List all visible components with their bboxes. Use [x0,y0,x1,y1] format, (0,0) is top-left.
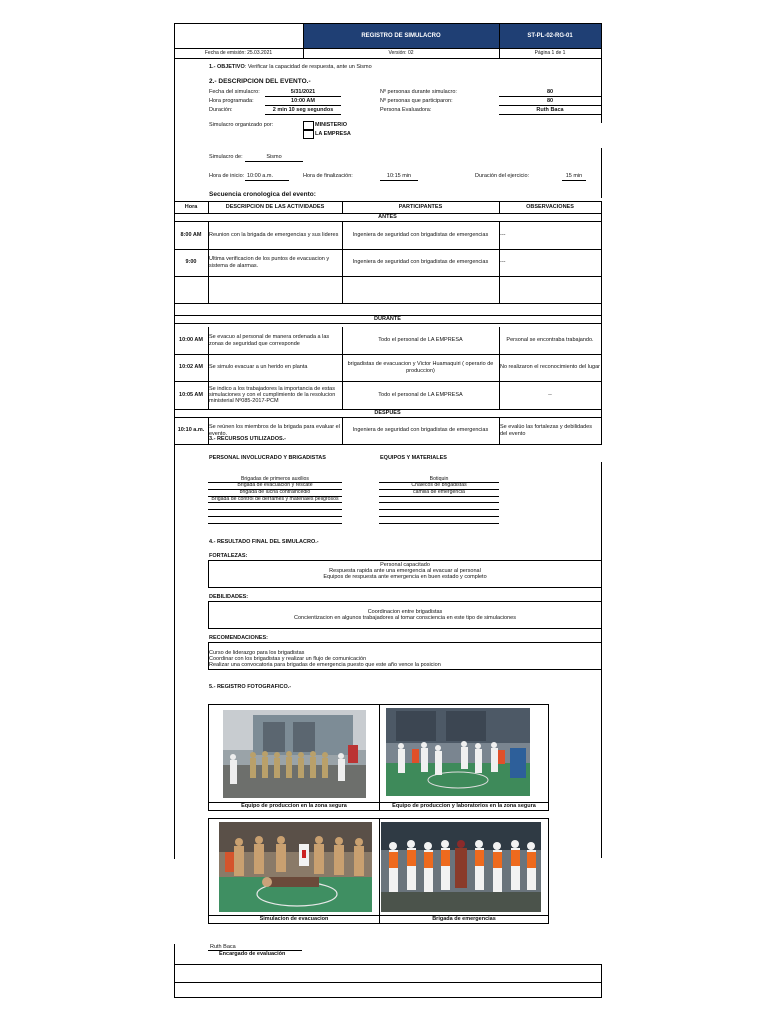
photo-caption-3: Simulacion de evacuacion [259,916,329,923]
document-title: REGISTRO DE SIMULACRO [361,32,441,39]
simulacro-de-value: Sismo [266,154,282,160]
photo-brigada-emergencias [381,822,541,912]
row-observaciones: Personal se encontraba trabajando. [506,337,594,344]
row-participantes: Todo el personal de LA EMPRESA [378,391,463,398]
document-code: ST-PL-02-RG-01 [527,32,573,39]
objetivo [209,64,372,70]
row-participantes: Ingeniera de seguridad con brigadistas de emergencias [352,231,489,238]
simulacro-de-label: Simulacro de: [209,154,243,160]
personas-participaron-value: 80 [546,98,554,104]
duracion-value: 2 min 10 seg segundos [272,107,334,113]
personal-title: PERSONAL INVOLUCRADO Y BRIGADISTAS [209,455,326,461]
row-observaciones: --- [500,231,506,238]
personas-durante-value: 80 [546,89,554,95]
evaluadora-value: Ruth Baca [536,107,564,113]
registro-title: 5.- REGISTRO FOTOGRAFICO.- [209,684,292,690]
recomendaciones-label: RECOMENDACIONES: [209,635,268,641]
row-participantes: Ingeniera de seguridad con brigadistas de emergencias [352,427,489,434]
row-hora: 10:02 AM [179,364,203,371]
row-hora: 8:00 AM [180,231,202,238]
hora-fin-label: Hora de finalización: [303,173,353,179]
row-descripcion: Se simulo evacuar a un herido en planta [209,364,308,371]
row-descripcion: Ultima verificacion de los puntos de evacuacion y sistema de alarmas. [209,256,330,269]
section-antes: ANTES [378,213,397,220]
descripcion-title: 2.- DESCRIPCION DEL EVENTO.- [209,78,311,85]
resultado-title: 4.- RESULTADO FINAL DEL SIMULACRO.- [209,539,319,545]
column-header-descripcion: DESCRIPCION DE LAS ACTIVIDADES [225,203,325,210]
evaluador-role: Encargado de evaluación [219,951,286,957]
photo-simulacion-evacuacion [219,822,372,912]
column-header-observaciones: OBSERVACIONES [526,203,574,210]
organizado-label: Simulacro organizado por: [209,122,274,128]
fecha-label: Fecha del simulacro: [209,89,260,95]
fecha-emision: Fecha de emisión: 25.03.2021 [204,49,273,56]
pagina: Página 1 de 1 [534,49,566,56]
debilidades-item: Coordinacion entre brigadistas [367,609,443,615]
row-observaciones: -- [548,391,552,398]
row-hora: 9:00 [185,259,197,266]
evaluadora-label: Persona Evaluadora: [380,107,432,113]
personal-item: Brigada de control de derrames y materiales peligrosos [211,495,339,502]
row-observaciones: --- [500,259,506,266]
hora-inicio-label: Hora de inicio: [209,173,245,179]
ministerio-checkbox[interactable] [303,121,314,130]
personas-participaron-label: Nº personas que participaron: [380,98,453,104]
photo-produccion-laboratorios [386,708,530,796]
debilidades-item: Concientizacion en algunos trabajadores al tomar consciencia en este tipo de simulaciones [294,615,516,622]
duracion-ejercicio-value: 15 min [565,173,583,179]
equipo-item: Chalecos de brigadistas [411,482,467,489]
row-observaciones: No realizaron el reconocimiento del lugar [500,364,600,371]
fortalezas-item: Personal capacitado [380,562,430,568]
hora-fin-value: 10:15 min [386,173,412,179]
column-header-participantes: PARTICIPANTES [398,203,443,210]
fecha-value: 5/31/2021 [290,89,316,95]
fortalezas-label: FORTALEZAS: [209,553,248,559]
row-descripcion: Se evacuo al personal de manera ordenada a las zonas de seguridad que corresponde [209,334,330,347]
secuencia-title: Secuencia cronologica del evento: [209,191,316,198]
recomendaciones-item: Coordinar con los brigadistas y realizar un flujo de comunicación [209,656,367,663]
row-hora: 10:00 AM [179,337,203,344]
hora-value: 10:00 AM [291,98,315,104]
section-despues: DESPUES [374,409,401,416]
photo-caption-1: Equipo de produccion en la zona segura [241,803,347,810]
version: Versión: 02 [388,49,414,56]
photo-caption-4: Brigada de emergencias [432,916,496,923]
photo-produccion-zona-segura [223,710,366,798]
personal-item: Brigada de evacuacion y rescate [237,482,313,489]
ministerio-option: MINISTERIO [315,122,348,128]
equipos-title: EQUIPOS Y MATERIALES [380,455,447,461]
personal-item: brigada de lucha contraincedio [239,489,311,496]
row-observaciones: Se evalúo las fortalezas y debilidades del evento [500,424,593,437]
row-participantes: brigadistas de evacuacion y Victor Huamaquiri ( operario de produccion) [347,361,494,374]
debilidades-label: DEBILIDADES: [209,594,249,600]
row-descripcion: Reunion con la brigada de emergencias y sus lideres [209,231,339,238]
fortalezas-item: Equipos de respuesta ante emergencia en buen estado y completo [323,574,487,581]
duracion-label: Duración: [209,107,233,113]
row-descripcion: Se reúnen los miembros de la brigada para evaluar el evento. [209,424,340,437]
empresa-option: LA EMPRESA [315,131,351,137]
hora-inicio-value: 10:00 a.m. [247,173,273,179]
row-participantes: Ingeniera de seguridad con brigadistas de emergencias [352,259,489,266]
row-hora: 10:05 AM [179,391,203,398]
equipo-item: Botiquin [429,475,449,482]
objetivo-text: : Verificar la capacidad de respuesta, ante un Sismo [244,64,372,70]
personal-item: Brigadas de primeros auxilios [240,475,310,482]
evaluador-name: Ruth Baca [210,944,236,950]
section-durante: DURANTE [374,315,401,322]
empresa-checkbox[interactable] [303,130,314,139]
recomendaciones-item: Curso de liderazgo para los brigadistas [209,650,305,656]
photo-caption-2: Equipo de produccion y laboratorios en la zona segura [392,803,536,810]
duracion-ejercicio-label: Duración del ejercicio: [475,173,530,179]
column-header-hora: Hora [184,203,198,210]
personas-durante-label: Nº personas durante simulacro: [380,89,457,95]
hora-label: Hora programada: [209,98,254,104]
objetivo-label: 1.- OBJETIVO [209,64,245,70]
row-participantes: Todo el personal de LA EMPRESA [378,337,463,344]
recursos-title: 3.- RECURSOS UTILIZADOS.- [209,436,287,442]
equipo-item: camilla de emergencia [413,489,465,496]
row-descripcion: Se indico a los trabajadores la importancia de estas simulaciones y con el cumplimiento de la resolucion ministerial Nº085-2017-PCM [209,385,336,405]
row-hora: 10:10 a.m. [177,427,205,434]
recomendaciones-item: Realizar una convocatoria para brigadas de emergencia puesto que este año vence la posicion [209,662,441,669]
fortalezas-item: Respuesta rapida ante una emergencia al evacuar al personal [329,568,481,575]
